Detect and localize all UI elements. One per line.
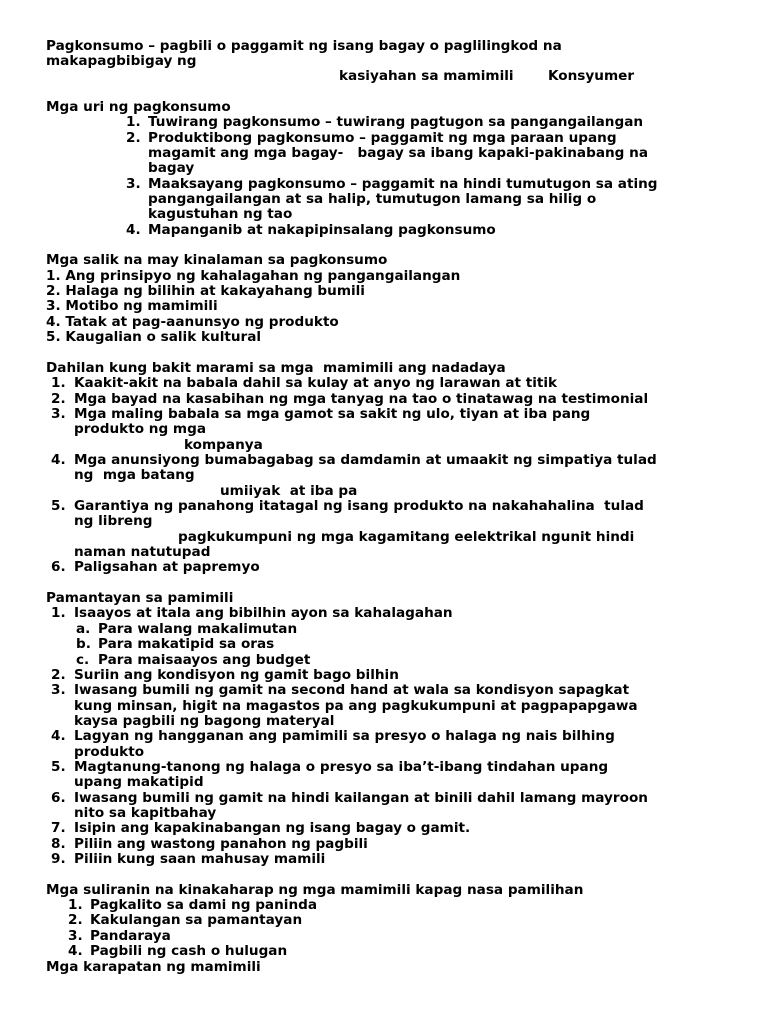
list-item-number: 4.: [51, 451, 66, 468]
sub-item-text: Para maisaayos ang budget: [98, 651, 311, 668]
list-item-number: 3.: [51, 405, 66, 422]
list-item-text: Piliin kung saan mahusay mamili: [74, 851, 326, 868]
list-item-number: 5.: [51, 758, 66, 775]
list-item-text: Iwasang bumili ng gamit na hindi kailangan at binili dahil lamang mayroon: [74, 789, 648, 806]
section-heading-suliranin: Mga suliranin na kinakaharap ng mga mamimili kapag nasa pamilihan: [46, 881, 584, 898]
list-item-text: Paligsahan at papremyo: [74, 559, 260, 576]
list-item-text: kompanya: [184, 436, 263, 453]
list-item-text: Isipin ang kapakinabangan ng isang bagay o gamit.: [74, 820, 471, 837]
list-item-number: 3.: [126, 175, 141, 192]
list-item: 4. Tatak at pag-aanunsyo ng produkto: [46, 313, 339, 330]
intro-definition-line: makapagbibigay ng: [46, 52, 197, 69]
list-item-text: bagay: [148, 160, 195, 177]
list-item-text: Garantiya ng panahong itatagal ng isang produkto na nakahahalina tulad: [74, 498, 644, 514]
list-item-text: kaysa pagbili ng bagong materyal: [74, 712, 335, 729]
list-item-text: ng libreng: [74, 513, 153, 530]
list-item-text: Magtanung-tanong ng halaga o presyo sa iba’t-ibang tindahan upang: [74, 758, 609, 775]
list-item-text: pangangailangan at sa halip, tumutugon lamang sa hilig o: [148, 191, 597, 207]
section-heading-uri: Mga uri ng pagkonsumo: [46, 98, 231, 115]
list-item-text: Piliin ang wastong panahon ng pagbili: [74, 835, 368, 852]
list-item-text: Lagyan ng hangganan ang pamimili sa presyo o halaga ng nais bilhing: [74, 728, 615, 745]
list-item: 2. Halaga ng bilihin at kakayahang bumili: [46, 283, 365, 300]
list-item-number: 2.: [126, 129, 141, 146]
sub-item-letter: b.: [76, 636, 91, 653]
list-item: 3. Motibo ng mamimili: [46, 298, 218, 315]
list-item-text: pagkukumpuni ng mga kagamitang eelektrikal ngunit hindi: [178, 528, 635, 545]
list-item-number: 4.: [51, 728, 66, 745]
list-item-text: Maaksayang pagkonsumo – paggamit na hindi tumutugon sa ating: [148, 175, 658, 192]
list-item-text: produkto ng mga: [74, 421, 207, 438]
list-item-text: ng mga batang: [74, 467, 195, 484]
list-item-number: 6.: [51, 789, 66, 806]
section-heading-karapatan: Mga karapatan ng mamimili: [46, 958, 261, 975]
sub-item-text: Para walang makalimutan: [98, 620, 298, 637]
list-item-text: Mga bayad na kasabihan ng mga tanyag na tao o tinatawag na testimonial: [74, 390, 649, 407]
list-item-text: kung minsan, higit na magastos pa ang pagkukumpuni at pagpapapgawa: [74, 697, 638, 714]
list-item-number: 5.: [51, 498, 66, 514]
list-item-number: 6.: [51, 559, 66, 576]
list-item-text: Pagbili ng cash o hulugan: [90, 943, 288, 960]
list-item-text: Mapanganib at nakapipinsalang pagkonsumo: [148, 221, 496, 238]
list-item-text: Kakulangan sa pamantayan: [90, 912, 303, 929]
list-item-number: 8.: [51, 835, 66, 852]
list-item-text: naman natutupad: [74, 544, 211, 561]
list-item-text: nito sa kapitbahay: [74, 805, 217, 821]
list-item-text: Suriin ang kondisyon ng gamit bago bilhin: [74, 666, 399, 683]
list-item-number: 1.: [126, 114, 141, 131]
section-heading-dahilan: Dahilan kung bakit marami sa mga mamimili ang nadadaya: [46, 359, 506, 376]
list-item-text: umiiyak at iba pa: [220, 482, 358, 499]
list-item-number: 3.: [51, 682, 66, 699]
list-item-number: 2.: [68, 912, 83, 929]
list-item-number: 2.: [51, 666, 66, 683]
intro-term-konsyumer: Konsyumer: [548, 68, 635, 85]
list-item-text: Iwasang bumili ng gamit na second hand at wala sa kondisyon sapagkat: [74, 682, 630, 699]
list-item-text: magamit ang mga bagay- bagay sa ibang kapaki-pakinabang na: [148, 144, 648, 161]
intro-definition-line: Pagkonsumo – pagbili o paggamit ng isang bagay o paglilingkod na: [46, 37, 562, 54]
sub-item-text: Para makatipid sa oras: [98, 636, 275, 653]
list-item-text: produkto: [74, 743, 145, 760]
list-item-number: 1.: [51, 605, 66, 622]
list-item: 5. Kaugalian o salik kultural: [46, 329, 262, 346]
list-item-text: Produktibong pagkonsumo – paggamit ng mga paraan upang: [148, 129, 617, 146]
list-item-number: 4.: [126, 221, 141, 238]
list-item-text: upang makatipid: [74, 774, 204, 791]
section-heading-pamantayan: Pamantayan sa pamimili: [46, 590, 234, 607]
sub-item-letter: c.: [76, 651, 90, 668]
list-item-text: Kaakit-akit na babala dahil sa kulay at anyo ng larawan at titik: [74, 375, 558, 392]
sub-item-letter: a.: [76, 620, 91, 637]
list-item-text: Tuwirang pagkonsumo – tuwirang pagtugon sa pangangailangan: [148, 114, 644, 131]
list-item-number: 4.: [68, 943, 83, 960]
list-item-number: 7.: [51, 820, 66, 837]
list-item-text: kagustuhan ng tao: [148, 206, 293, 223]
list-item-text: Mga anunsiyong bumabagabag sa damdamin at umaakit ng simpatiya tulad: [74, 451, 657, 468]
list-item: 1. Ang prinsipyo ng kahalagahan ng pangangailangan: [46, 267, 461, 284]
intro-definition-line: kasiyahan sa mamimili: [339, 68, 514, 85]
list-item-text: Mga maling babala sa mga gamot sa sakit ng ulo, tiyan at iba pang: [74, 405, 591, 422]
list-item-text: Pandaraya: [90, 927, 171, 944]
list-item-number: 3.: [68, 927, 83, 944]
list-item-number: 1.: [68, 897, 83, 914]
list-item-number: 1.: [51, 375, 66, 392]
list-item-number: 9.: [51, 851, 66, 868]
section-heading-salik: Mga salik na may kinalaman sa pagkonsumo: [46, 252, 388, 269]
list-item-text: Isaayos at itala ang bibilhin ayon sa kahalagahan: [74, 605, 453, 622]
list-item-text: Pagkalito sa dami ng paninda: [90, 897, 318, 914]
list-item-number: 2.: [51, 390, 66, 407]
